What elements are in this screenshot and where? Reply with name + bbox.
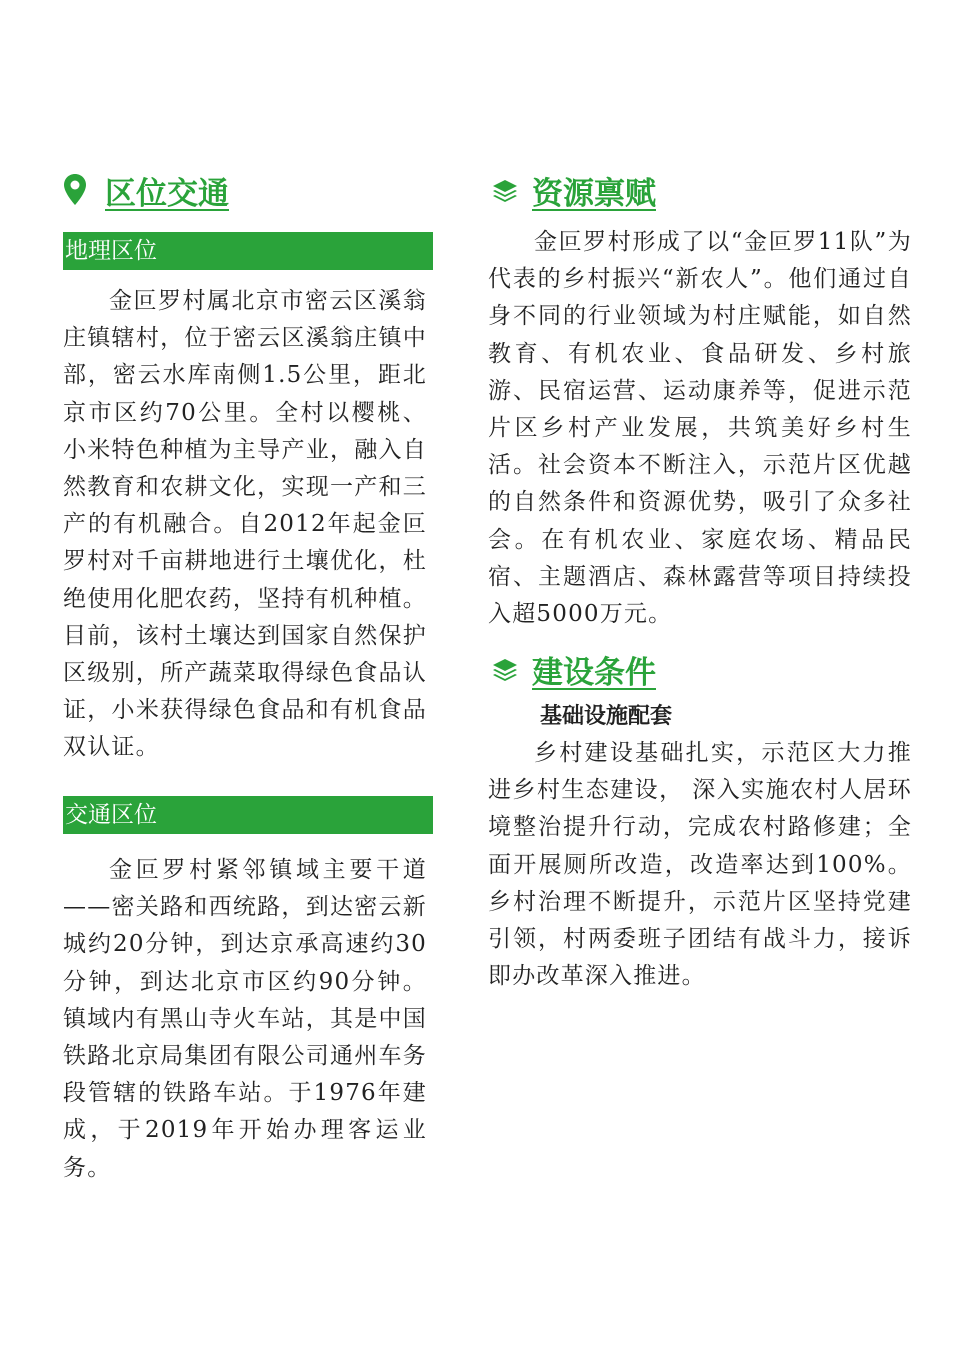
section-header-location — [63, 170, 229, 210]
geo-paragraph: 金叵罗村属北京市密云区溪翁庄镇辖村，位于密云区溪翁庄镇中部，密云水库南侧1.5公里，距北京市区约70公里。全村以樱桃、小米特色种植为主导产业，融入自然教育和农耕文化，实现一产和三产的有机融合。自2012年起金叵罗村对千亩耕地进行土壤优化，杜绝使用化肥农药，坚持有机种植。目前，该村土壤达到国家自然保护区级别，所产蔬菜取得绿色食品认证，小米获得绿色食品和有机食品双认证。 — [63, 288, 427, 761]
subsection-bar-geo: 地理区位 — [63, 232, 433, 270]
section-title: 建设条件 — [532, 654, 656, 691]
resources-paragraph: 金叵罗村形成了以“金叵罗11队”为代表的乡村振兴“新农人”。他们通过自身不同的行业领域为村庄赋能，如自然教育、有机农业、食品研发、乡村旅游、民宿运营、运动康养等，促进示范片区乡村产业发展，共筑美好乡村生活。社会资本不断注入，示范片区优越的自然条件和资源优势，吸引了众多社会。在有机农业、家庭农场、精品民宿、主题酒店、森林露营等项目持续投入超5000万元。 — [488, 229, 912, 628]
subsection-bar-traffic: 交通区位 — [63, 796, 433, 834]
layers-icon — [492, 657, 518, 681]
section-header-resources — [492, 170, 656, 210]
section-header-construction — [492, 649, 656, 689]
traffic-paragraph: 金叵罗村紧邻镇域主要干道——密关路和西统路，到达密云新城约20分钟，到达京承高速约30分钟，到达北京市区约90分钟。镇域内有黑山寺火车站，其是中国铁路北京局集团有限公司通州车务段管辖的铁路车站。于1976年建成，于2019年开始办理客运业务。 — [63, 857, 427, 1181]
location-pin-icon — [63, 173, 87, 207]
section-title: 资源禀赋 — [532, 175, 656, 212]
section-title: 区位交通 — [105, 175, 229, 212]
infrastructure-subhead: 基础设施配套 — [540, 704, 673, 729]
construction-paragraph: 乡村建设基础扎实，示范区大力推进乡村生态建设， 深入实施农村人居环境整治提升行动，完成农村路修建；全面开展厕所改造，改造率达到100%。乡村治理不断提升，示范片区坚持党建引领，村两委班子团结有战斗力，接诉即办改革深入推进。 — [488, 740, 912, 990]
layers-icon — [492, 178, 518, 202]
